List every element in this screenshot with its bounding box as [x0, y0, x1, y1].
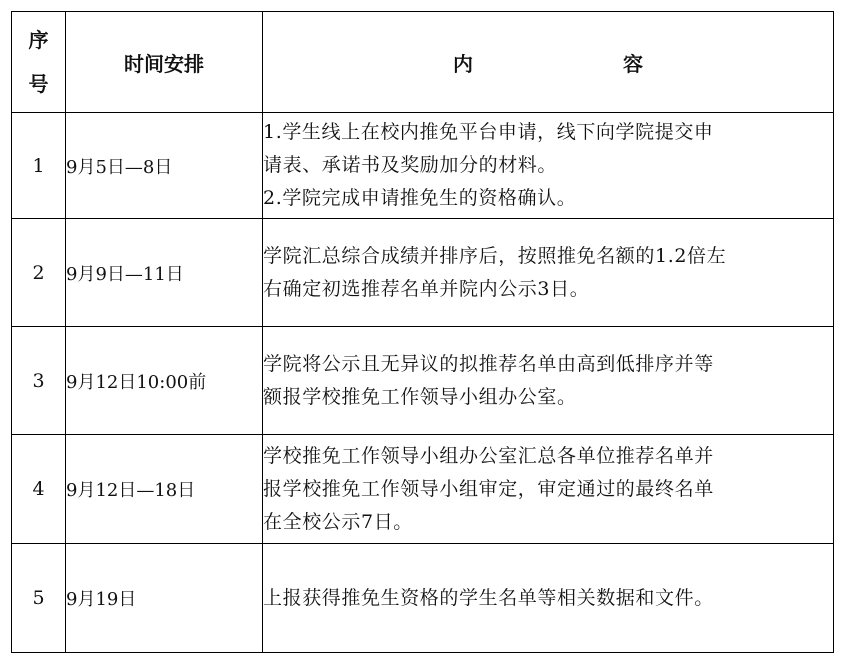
schedule-table	[11, 11, 834, 653]
table-row	[12, 435, 834, 544]
row-seq: 5	[12, 544, 66, 653]
content-line: 请表、承诺书及奖励加分的材料。	[263, 154, 558, 176]
content-line: 上报获得推免生资格的学生名单等相关数据和文件。	[263, 586, 714, 609]
row-time: 9月9日—11日	[66, 219, 263, 327]
row-time: 9月12日10:00前	[66, 327, 263, 435]
row-time: 9月19日	[66, 544, 263, 653]
table-header-row	[12, 12, 834, 113]
content-line: 学校推免工作领导小组办公室汇总各单位推荐名单并	[263, 444, 714, 467]
content-line: 学院汇总综合成绩并排序后，按照推免名额的1.2倍左	[263, 244, 727, 267]
row-content	[263, 113, 834, 219]
content-line: 1.学生线上在校内推免平台申请，线下向学院提交申	[263, 121, 714, 143]
row-seq: 1	[12, 113, 66, 219]
row-seq: 2	[12, 219, 66, 327]
content-line: 2.学院完成申请推免生的资格确认。	[263, 187, 577, 209]
header-seq-line1: 序	[28, 28, 49, 52]
row-content	[263, 219, 834, 327]
header-content	[263, 12, 834, 113]
row-seq: 3	[12, 327, 66, 435]
table-row	[12, 113, 834, 219]
table-row	[12, 544, 834, 653]
header-seq	[12, 12, 66, 113]
row-content	[263, 327, 834, 435]
content-line: 学院将公示且无异议的拟推荐名单由高到低排序并等	[263, 352, 714, 375]
content-line: 额报学校推免工作领导小组办公室。	[263, 385, 577, 408]
content-line: 在全校公示7日。	[263, 510, 413, 533]
row-content	[263, 435, 834, 544]
table-row	[12, 327, 834, 435]
content-line: 右确定初选推荐名单并院内公示3日。	[263, 277, 590, 300]
header-content-right: 容	[623, 51, 643, 76]
header-time: 时间安排	[66, 12, 263, 113]
row-content	[263, 544, 834, 653]
table-row	[12, 219, 834, 327]
header-seq-line2: 号	[28, 72, 49, 96]
row-seq: 4	[12, 435, 66, 544]
content-line: 报学校推免工作领导小组审定，审定通过的最终名单	[263, 477, 714, 500]
header-content-left: 内	[453, 51, 473, 76]
row-time: 9月12日—18日	[66, 435, 263, 544]
row-time: 9月5日—8日	[66, 113, 263, 219]
